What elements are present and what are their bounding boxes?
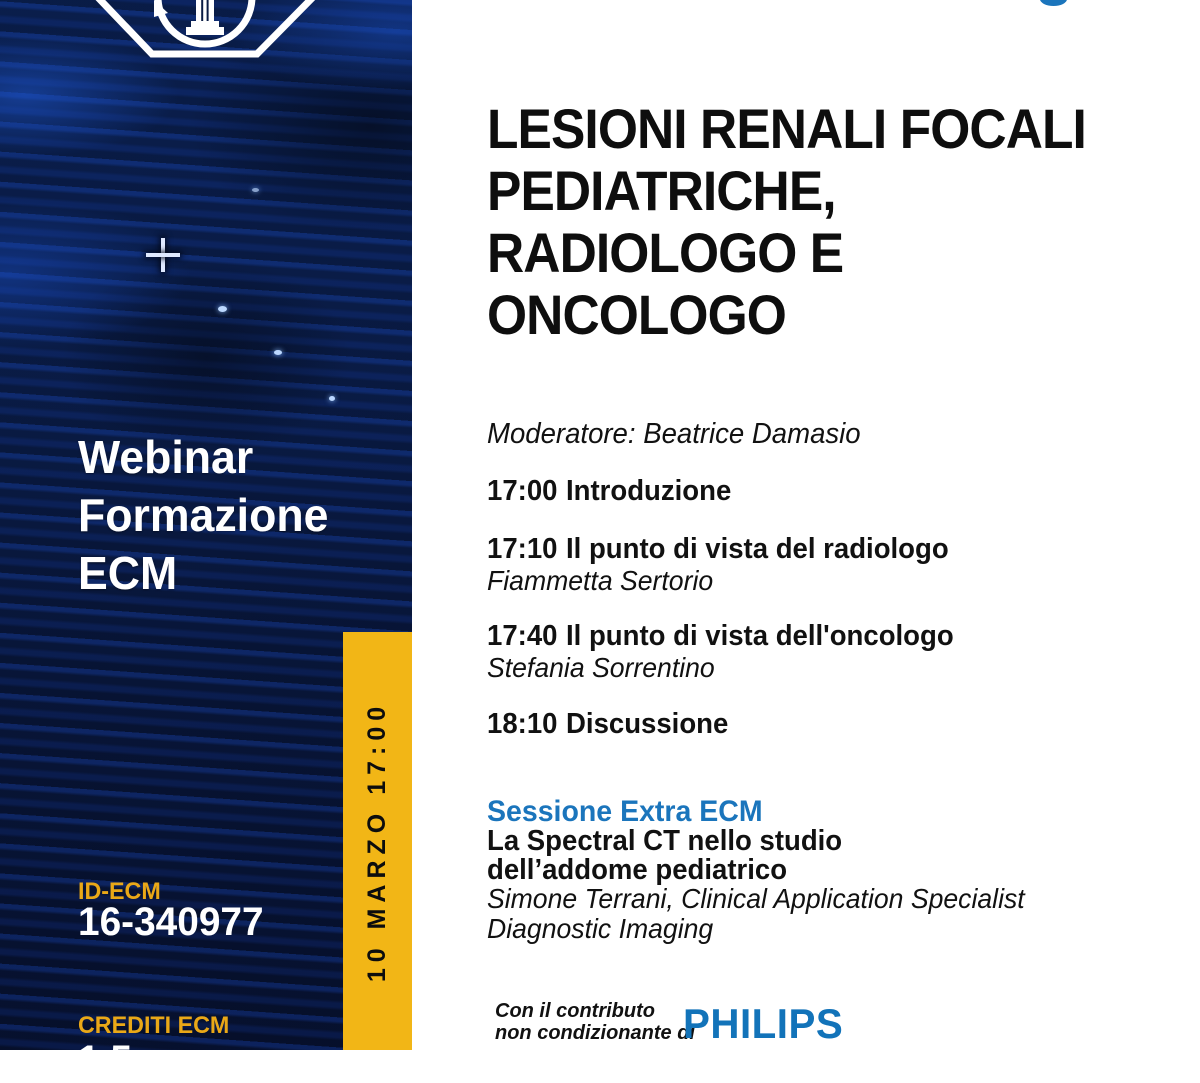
extra-session-speaker-line: Simone Terrani, Clinical Application Specialist: [487, 883, 1025, 914]
extra-session-heading: Sessione Extra ECM: [487, 795, 763, 828]
extra-session-speaker-line: Diagnostic Imaging: [487, 913, 714, 944]
schedule-entry: [487, 709, 728, 740]
schedule-title: Introduzione: [566, 475, 732, 507]
schedule-entry-title-line: [487, 621, 954, 652]
extra-session-speaker: [487, 884, 1025, 944]
schedule-entry-title-line: [487, 534, 949, 565]
schedule-entry: [487, 621, 954, 683]
ultrasound-speck: [252, 188, 259, 192]
ultrasound-caliper-cross-icon: [146, 238, 180, 272]
id-ecm-label: ID-ECM: [78, 878, 161, 905]
schedule-title: Discussione: [566, 708, 729, 740]
schedule-entry-title-line: [487, 476, 731, 507]
schedule-time: 17:40: [487, 620, 558, 652]
event-title-line: ONCOLOGO: [487, 283, 786, 346]
schedule-speaker: Fiammetta Sertorio: [487, 565, 714, 596]
ultrasound-speck: [218, 306, 227, 312]
sponsor-note: [495, 1000, 695, 1044]
date-ribbon-text: 10 MARZO 17:00: [363, 700, 392, 982]
schedule-speaker: Stefania Sorrentino: [487, 652, 715, 683]
event-title: [487, 98, 1086, 346]
schedule-time: 17:00: [487, 475, 558, 507]
cropped-logo-letter-fragment: [1040, 0, 1067, 6]
crediti-ecm-value: 1.5: [78, 1038, 132, 1082]
date-ribbon: [343, 632, 412, 1050]
event-title-line: RADIOLOGO E: [487, 221, 844, 284]
extra-session-title-line: dell’addome pediatrico: [487, 854, 788, 886]
event-type-title: [78, 428, 328, 602]
ultrasound-speck: [329, 396, 335, 401]
ultrasound-speck: [274, 350, 282, 355]
philips-logo: PHILIPS: [683, 1000, 844, 1047]
schedule-entry-title-line: [487, 709, 728, 740]
schedule-entry: [487, 534, 949, 596]
event-title-line: LESIONI RENALI FOCALI: [487, 97, 1086, 160]
sponsor-note-line: non condizionante di: [495, 1022, 695, 1044]
institute-hexagon-tower-logo-icon: [95, 0, 320, 72]
sponsor-note-line: Con il contributo: [495, 1000, 655, 1022]
moderator-line: Moderatore: Beatrice Damasio: [487, 418, 861, 450]
id-ecm-value: 16-340977: [78, 900, 264, 944]
crediti-ecm-label: CREDITI ECM: [78, 1012, 230, 1039]
event-type-line: ECM: [78, 547, 178, 599]
extra-session-title-line: La Spectral CT nello studio: [487, 825, 843, 857]
sidebar-ultrasound-panel: [0, 0, 412, 1082]
extra-session-title: [487, 827, 842, 885]
schedule-title: Il punto di vista dell'oncologo: [566, 620, 954, 652]
schedule-entry: [487, 476, 731, 507]
event-type-line: Webinar: [78, 431, 254, 483]
event-type-line: Formazione: [78, 489, 329, 541]
event-title-line: PEDIATRICHE,: [487, 159, 836, 222]
schedule-title: Il punto di vista del radiologo: [566, 533, 949, 565]
schedule-time: 17:10: [487, 533, 558, 565]
schedule-time: 18:10: [487, 708, 558, 740]
